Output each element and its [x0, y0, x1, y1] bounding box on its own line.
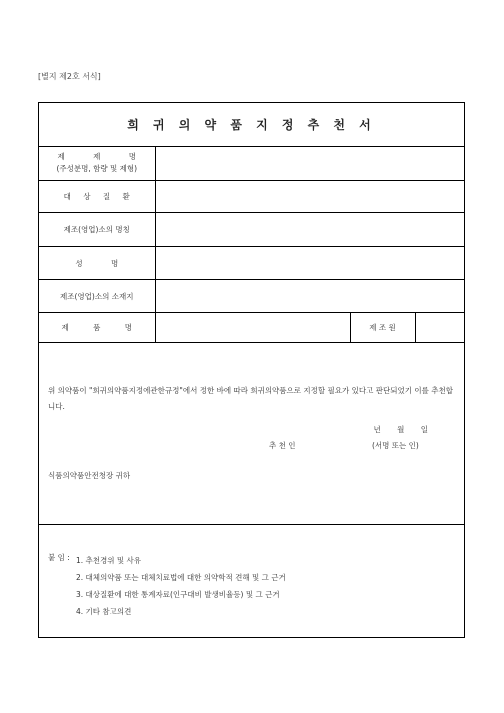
disease-field[interactable] — [155, 181, 464, 213]
maker-label-text: 제 조 원 — [369, 323, 396, 332]
statement-body: 위 의약품이 "희귀의약품지정에관한규정"에서 정한 바에 따라 희귀의약품으로 지정할 필요가 있다고 판단되었기 이를 추천합니다. — [48, 386, 453, 411]
addressee: 식품의약품안전청장 귀하 — [48, 471, 131, 480]
attachment-item: 1. 추천경위 및 사유 — [76, 556, 142, 565]
row-product-name — [39, 146, 464, 181]
manufacturer-address-label: 제조(영업)소의 소재지 — [39, 280, 155, 313]
product-label-text: 제 품 명 — [61, 323, 132, 332]
person-name-label-text: 성 명 — [75, 258, 119, 268]
product-name-label-text: 제 제 명 — [57, 152, 136, 161]
statement-section — [39, 338, 464, 525]
product-name-field[interactable] — [155, 146, 464, 181]
attachment-item: 2. 대체의약품 또는 대체치료법에 대한 의약학적 견해 및 그 근거 — [76, 573, 286, 582]
recommendation-form — [38, 102, 465, 638]
form-title: 희 귀 의 약 품 지 정 추 천 서 — [39, 103, 464, 147]
row-person-name — [39, 247, 464, 280]
signature-note: (서명 또는 인) — [372, 441, 419, 450]
recommender-label: 추 천 인 — [269, 441, 296, 450]
recommender-line — [269, 440, 419, 451]
person-name-label — [39, 247, 155, 280]
manufacturer-name-field[interactable] — [155, 213, 464, 247]
row-disease — [39, 181, 464, 213]
attachments-list — [76, 552, 286, 620]
attachments-section — [39, 525, 464, 637]
manufacturer-address-field[interactable] — [155, 280, 464, 313]
person-name-field[interactable] — [155, 247, 464, 280]
attachment-item: 4. 기타 참고의견 — [76, 607, 132, 616]
row-manufacturer-address — [39, 280, 464, 313]
manufacturer-name-label: 제조(영업)소의 명칭 — [39, 213, 155, 247]
disease-label — [39, 181, 155, 213]
product-name-label — [39, 146, 155, 181]
row-manufacturer-name — [39, 213, 464, 247]
fields-table — [39, 146, 464, 343]
disease-label-text: 대 상 질 환 — [63, 192, 130, 201]
product-name-sublabel: (주성분명, 함량 및 제형) — [56, 164, 138, 173]
form-number: [별지 제2호 서식] — [38, 72, 101, 81]
attachments-label: 붙 임 : — [48, 553, 70, 562]
attachment-item: 3. 대상질환에 대한 통계자료(인구대비 발생비율등) 및 그 근거 — [76, 590, 280, 599]
date-line: 년 월 일 — [373, 425, 428, 434]
